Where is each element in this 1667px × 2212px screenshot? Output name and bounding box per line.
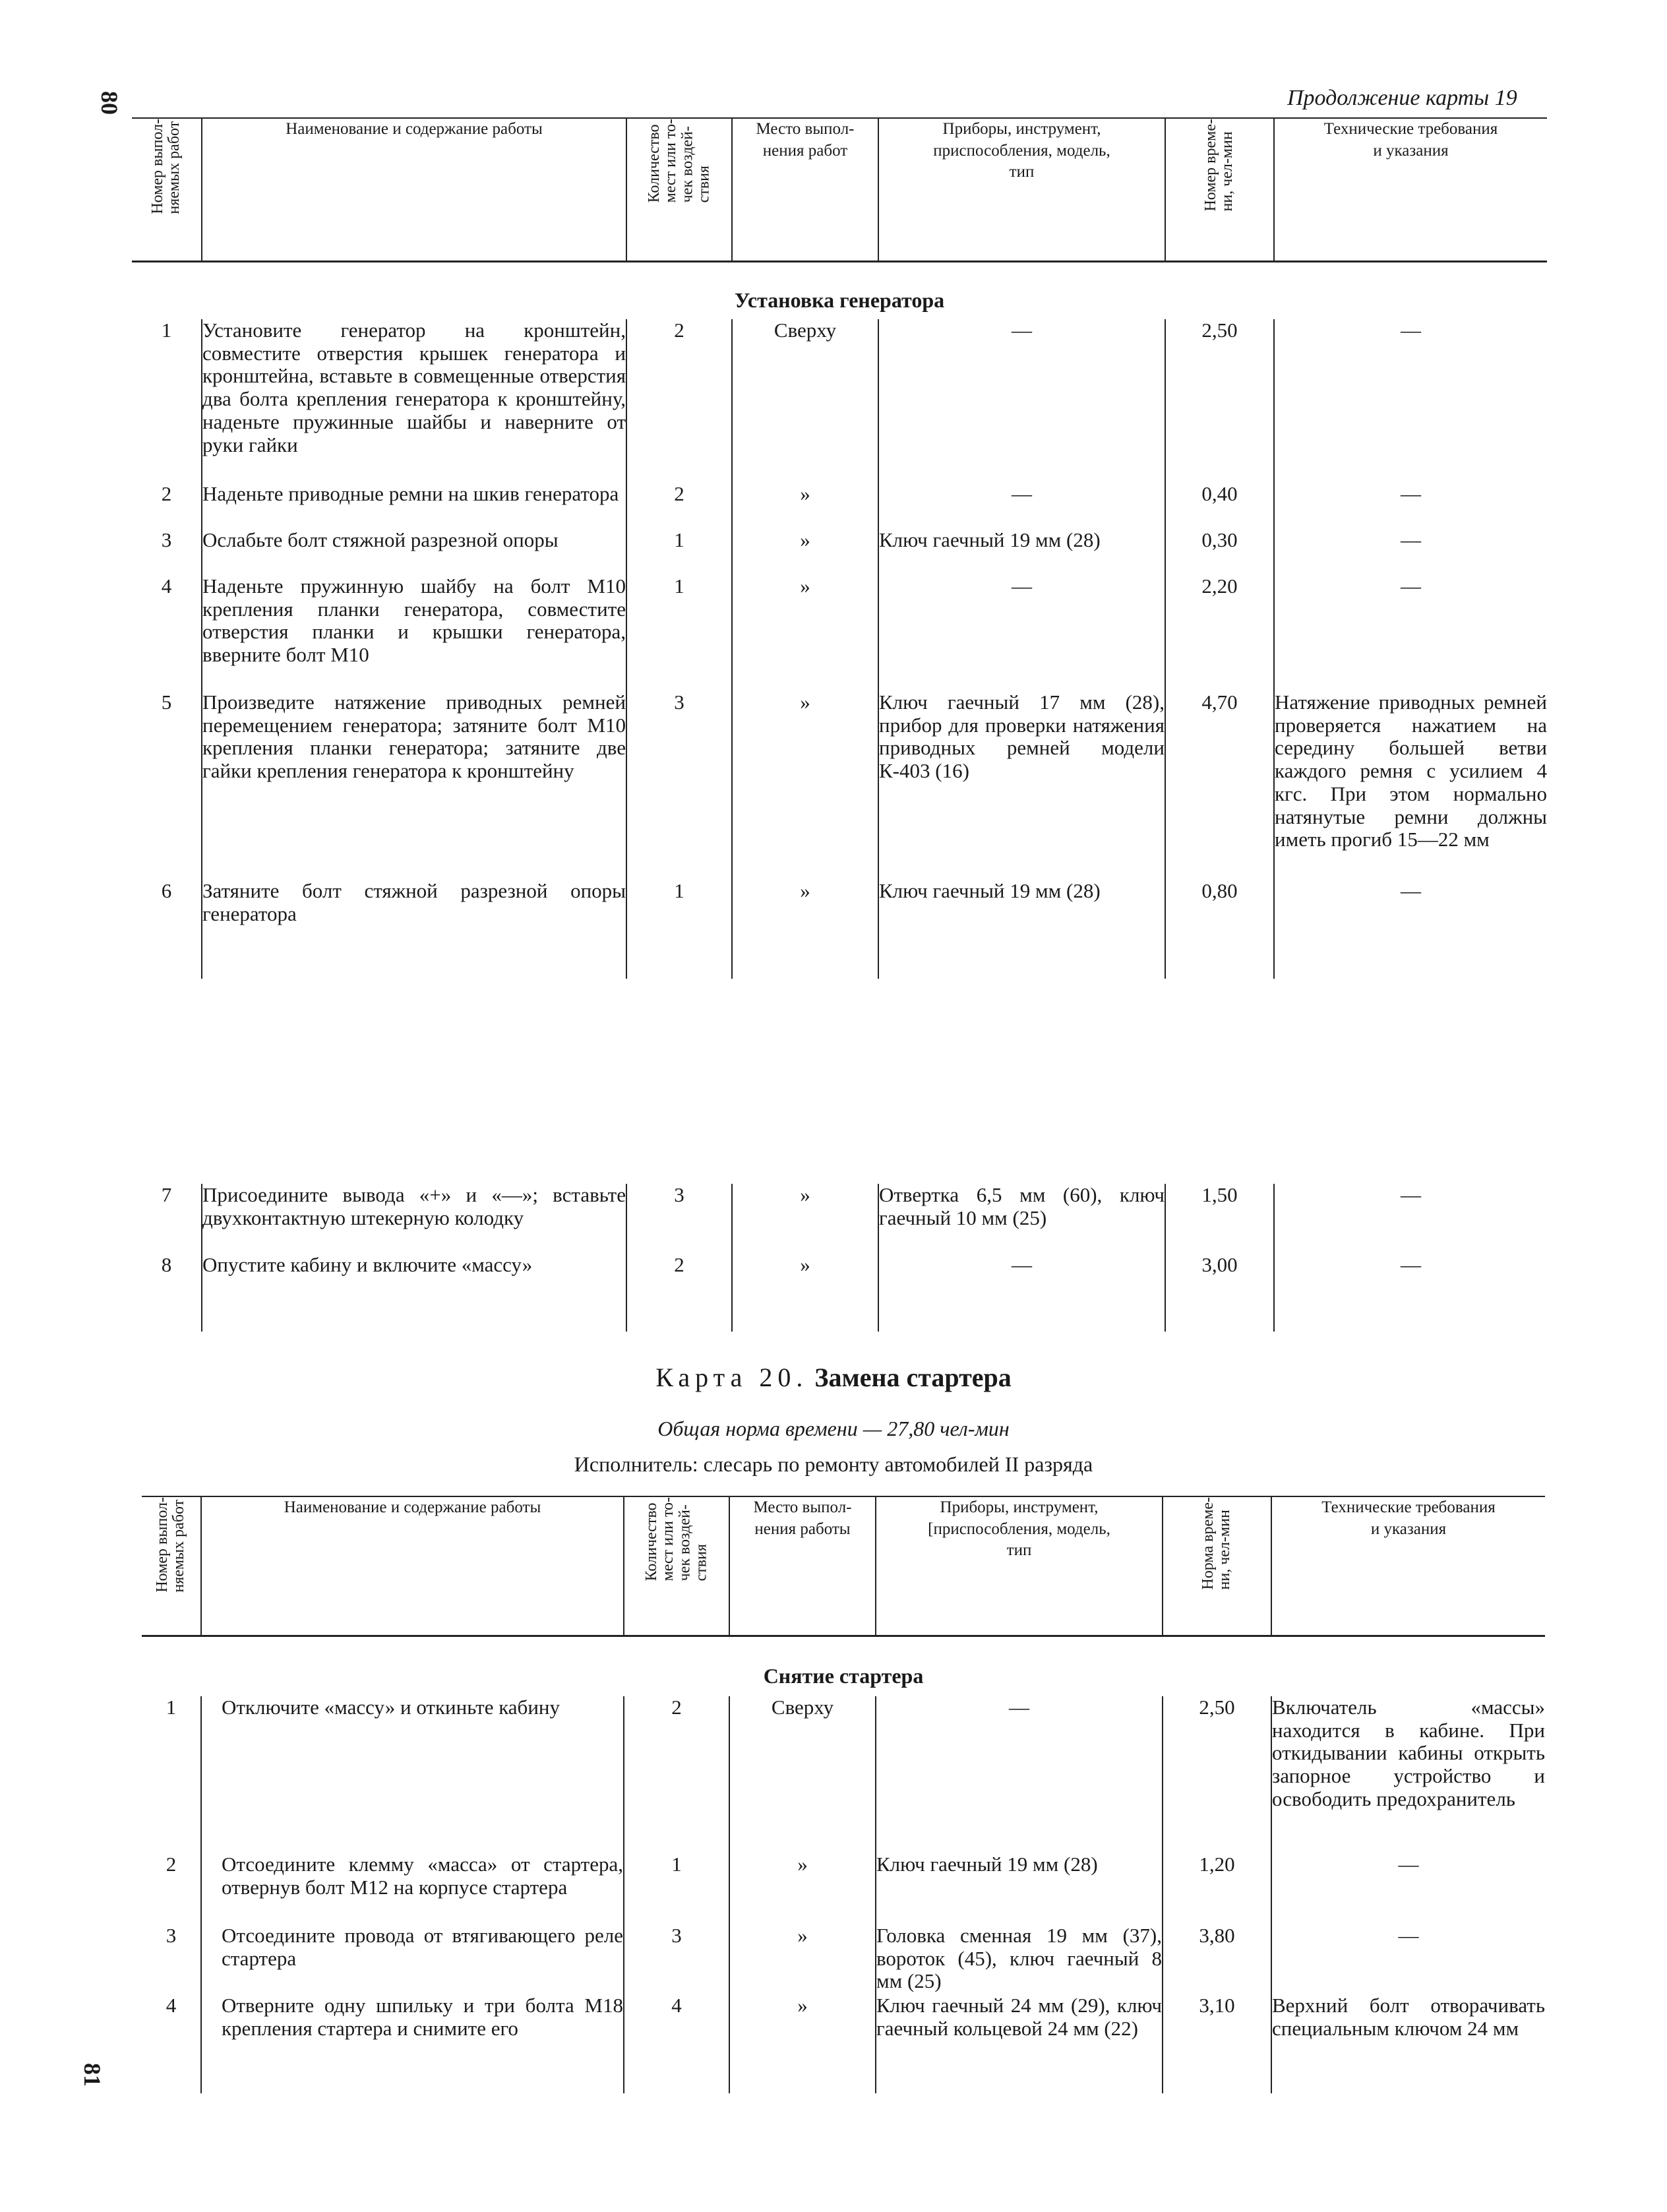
table-header bbox=[132, 119, 1547, 261]
table-header bbox=[142, 1497, 1545, 1636]
row-quantity: 3 bbox=[626, 1184, 732, 1254]
table-row bbox=[132, 575, 1547, 691]
row-tools: Ключ гаечный 19 мм (28) bbox=[878, 880, 1165, 979]
row-time: 0,80 bbox=[1165, 880, 1274, 979]
row-description: Отверните одну шпильку и три болта М18 крепления стартера и снимите его bbox=[201, 1994, 624, 2093]
row-tools: Ключ гаечный 19 мм (28) bbox=[876, 1853, 1163, 1924]
table-row bbox=[132, 1184, 1547, 1254]
row-tools: Головка сменная 19 мм (37), вороток (45), ключ гаечный 8 мм (25) bbox=[876, 1924, 1163, 1994]
row-description: Присоедините вывода «+» и «—»; вставьте двухконтактную штекерную колодку bbox=[202, 1184, 626, 1254]
table-row bbox=[142, 1853, 1545, 1924]
header-col-time: Номер време- ни, чел-мин bbox=[1202, 119, 1236, 212]
header-col-time: Норма време- ни, чел-мин bbox=[1199, 1497, 1234, 1590]
row-description: Установите генератор на кронштейн, совместите отверстия крышек генератора и кронштейна, вставьте в совмещенные отверстия два болта крепления генератора к кронштейну, наденьте пружинные шайбы и наверните от руки гайки bbox=[202, 319, 626, 483]
row-number: 7 bbox=[161, 1183, 172, 1206]
row-place: Сверху bbox=[732, 319, 878, 483]
row-requirements: — bbox=[1274, 319, 1547, 483]
row-number: 8 bbox=[161, 1253, 172, 1276]
row-time: 2,50 bbox=[1165, 319, 1274, 483]
table-row bbox=[132, 529, 1547, 575]
header-col-tools: Приборы, инструмент, [приспособления, модель, тип bbox=[876, 1497, 1163, 1636]
table-row bbox=[142, 1924, 1545, 1994]
row-description: Произведите натяжение приводных ремней перемещением генератора; затяните болт М10 крепления планки генератора; затяните две гайки крепления генератора к кронштейну bbox=[202, 691, 626, 880]
row-tools: Ключ гаечный 19 мм (28) bbox=[878, 529, 1165, 575]
row-requirements: — bbox=[1271, 1853, 1545, 1924]
row-place: » bbox=[732, 529, 878, 575]
card20-title-main: Замена стартера bbox=[814, 1363, 1012, 1392]
card20-title bbox=[0, 1362, 1667, 1393]
row-description: Отсоедините клемму «масса» от стартера, отвернув болт М12 на корпусе стартера bbox=[201, 1853, 624, 1924]
row-requirements: — bbox=[1274, 1254, 1547, 1332]
row-tools: — bbox=[876, 1696, 1163, 1853]
header-col-place: Место выпол- нения работы bbox=[729, 1497, 876, 1636]
row-number: 5 bbox=[161, 691, 172, 714]
header-col-tools: Приборы, инструмент, приспособления, модель, тип bbox=[878, 119, 1165, 261]
table-card19-continuation bbox=[132, 119, 1547, 979]
row-time: 0,30 bbox=[1165, 529, 1274, 575]
header-col-num: Номер выпол- няемых работ bbox=[154, 1497, 188, 1593]
row-quantity: 1 bbox=[626, 880, 732, 979]
row-description: Отключите «массу» и откиньте кабину bbox=[201, 1696, 624, 1853]
header-col-num: Номер выпол- няемых работ bbox=[149, 119, 183, 214]
page-number-bottom: 81 bbox=[79, 2063, 106, 2087]
row-description: Наденьте пружинную шайбу на болт М10 крепления планки генератора, совместите отверстия планки и крышки генератора, вверните болт М10 bbox=[202, 575, 626, 691]
row-tools: Отвертка 6,5 мм (60), ключ гаечный 10 мм (25) bbox=[878, 1184, 1165, 1254]
row-place: » bbox=[732, 1254, 878, 1332]
row-requirements: — bbox=[1271, 1924, 1545, 1994]
card20-executor: Исполнитель: слесарь по ремонту автомобилей II разряда bbox=[574, 1452, 1093, 1476]
row-place: » bbox=[732, 691, 878, 880]
row-number: 4 bbox=[161, 574, 172, 598]
row-place: » bbox=[732, 483, 878, 529]
row-time: 3,10 bbox=[1163, 1994, 1271, 2093]
row-tools: Ключ гаечный 24 мм (29), ключ гаечный кольцевой 24 мм (22) bbox=[876, 1994, 1163, 2093]
row-quantity: 4 bbox=[624, 1994, 729, 2093]
table-row bbox=[132, 1254, 1547, 1332]
row-tools: — bbox=[878, 319, 1165, 483]
row-time: 1,50 bbox=[1165, 1184, 1274, 1254]
header-col-name: Наименование и содержание работы bbox=[201, 1497, 624, 1636]
row-quantity: 1 bbox=[624, 1853, 729, 1924]
row-time: 3,00 bbox=[1165, 1254, 1274, 1332]
row-quantity: 2 bbox=[626, 319, 732, 483]
row-place: » bbox=[732, 1184, 878, 1254]
row-requirements: — bbox=[1274, 575, 1547, 691]
table-row bbox=[142, 1994, 1545, 2093]
row-tools: — bbox=[878, 483, 1165, 529]
table-card19-continuation-rows-7-8 bbox=[132, 1184, 1547, 1332]
table-row bbox=[132, 483, 1547, 529]
card20-title-prefix: Карта 20. bbox=[655, 1363, 808, 1392]
row-number: 3 bbox=[166, 1924, 177, 1947]
table-row bbox=[142, 1696, 1545, 1853]
header-col-req: Технические требования и указания bbox=[1271, 1497, 1545, 1636]
row-quantity: 1 bbox=[626, 529, 732, 575]
header-col-place: Место выпол- нения работ bbox=[732, 119, 878, 261]
row-description: Затяните болт стяжной разрезной опоры генератора bbox=[202, 880, 626, 979]
row-number: 4 bbox=[166, 1994, 177, 2017]
row-number: 2 bbox=[161, 482, 172, 505]
table-row bbox=[132, 319, 1547, 483]
row-number: 1 bbox=[161, 319, 172, 342]
row-place: » bbox=[732, 575, 878, 691]
card20-time-norm: Общая норма времени — 27,80 чел-мин bbox=[657, 1417, 1010, 1440]
row-number: 3 bbox=[161, 528, 172, 551]
row-tools: — bbox=[878, 1254, 1165, 1332]
section-title-remove-starter: Снятие стартера bbox=[763, 1664, 924, 1688]
row-number: 2 bbox=[166, 1853, 177, 1876]
table-row bbox=[132, 880, 1547, 979]
row-quantity: 3 bbox=[626, 691, 732, 880]
row-description: Опустите кабину и включите «массу» bbox=[202, 1254, 626, 1332]
row-time: 4,70 bbox=[1165, 691, 1274, 880]
row-place: » bbox=[729, 1853, 876, 1924]
row-quantity: 2 bbox=[624, 1696, 729, 1853]
row-quantity: 1 bbox=[626, 575, 732, 691]
row-place: » bbox=[729, 1924, 876, 1994]
row-number: 6 bbox=[161, 879, 172, 902]
row-requirements: — bbox=[1274, 1184, 1547, 1254]
row-time: 3,80 bbox=[1163, 1924, 1271, 1994]
row-tools: — bbox=[878, 575, 1165, 691]
page-number-top: 80 bbox=[96, 91, 123, 115]
row-time: 1,20 bbox=[1163, 1853, 1271, 1924]
row-quantity: 2 bbox=[626, 483, 732, 529]
header-col-name: Наименование и содержание работы bbox=[202, 119, 626, 261]
row-place: » bbox=[729, 1994, 876, 2093]
row-quantity: 2 bbox=[626, 1254, 732, 1332]
table-card20 bbox=[142, 1497, 1545, 2093]
header-col-qty: Количество мест или то- чек воздей- ствия bbox=[645, 119, 713, 203]
table-row bbox=[132, 691, 1547, 880]
row-time: 2,20 bbox=[1165, 575, 1274, 691]
header-col-req: Технические требования и указания bbox=[1274, 119, 1547, 261]
row-requirements: — bbox=[1274, 529, 1547, 575]
row-requirements: Включатель «массы» находится в кабине. При откидывании кабины открыть запорное устройство и освободить предохранитель bbox=[1271, 1696, 1545, 1853]
row-requirements: — bbox=[1274, 483, 1547, 529]
row-time: 0,40 bbox=[1165, 483, 1274, 529]
header-col-qty: Количество мест или то- чек воздей- ствия bbox=[642, 1497, 710, 1582]
row-quantity: 3 bbox=[624, 1924, 729, 1994]
section-title-install-generator: Установка генератора bbox=[734, 288, 945, 313]
row-description: Отсоедините провода от втягивающего реле стартера bbox=[201, 1924, 624, 1994]
row-requirements: Натяжение приводных ремней проверяется нажатием на середину большей ветви каждого ремня с усилием 4 кгс. При этом нормально натянутые ремни должны иметь прогиб 15—22 мм bbox=[1274, 691, 1547, 880]
row-tools: Ключ гаечный 17 мм (28), прибор для проверки натяжения приводных ремней модели К-403 (16) bbox=[878, 691, 1165, 880]
row-place: » bbox=[732, 880, 878, 979]
row-place: Сверху bbox=[729, 1696, 876, 1853]
row-description: Наденьте приводные ремни на шкив генератора bbox=[202, 483, 626, 529]
row-description: Ослабьте болт стяжной разрезной опоры bbox=[202, 529, 626, 575]
row-time: 2,50 bbox=[1163, 1696, 1271, 1853]
continuation-label: Продолжение карты 19 bbox=[1287, 86, 1517, 110]
row-requirements: — bbox=[1274, 880, 1547, 979]
row-number: 1 bbox=[166, 1696, 177, 1719]
row-requirements: Верхний болт отворачивать специальным ключом 24 мм bbox=[1271, 1994, 1545, 2093]
